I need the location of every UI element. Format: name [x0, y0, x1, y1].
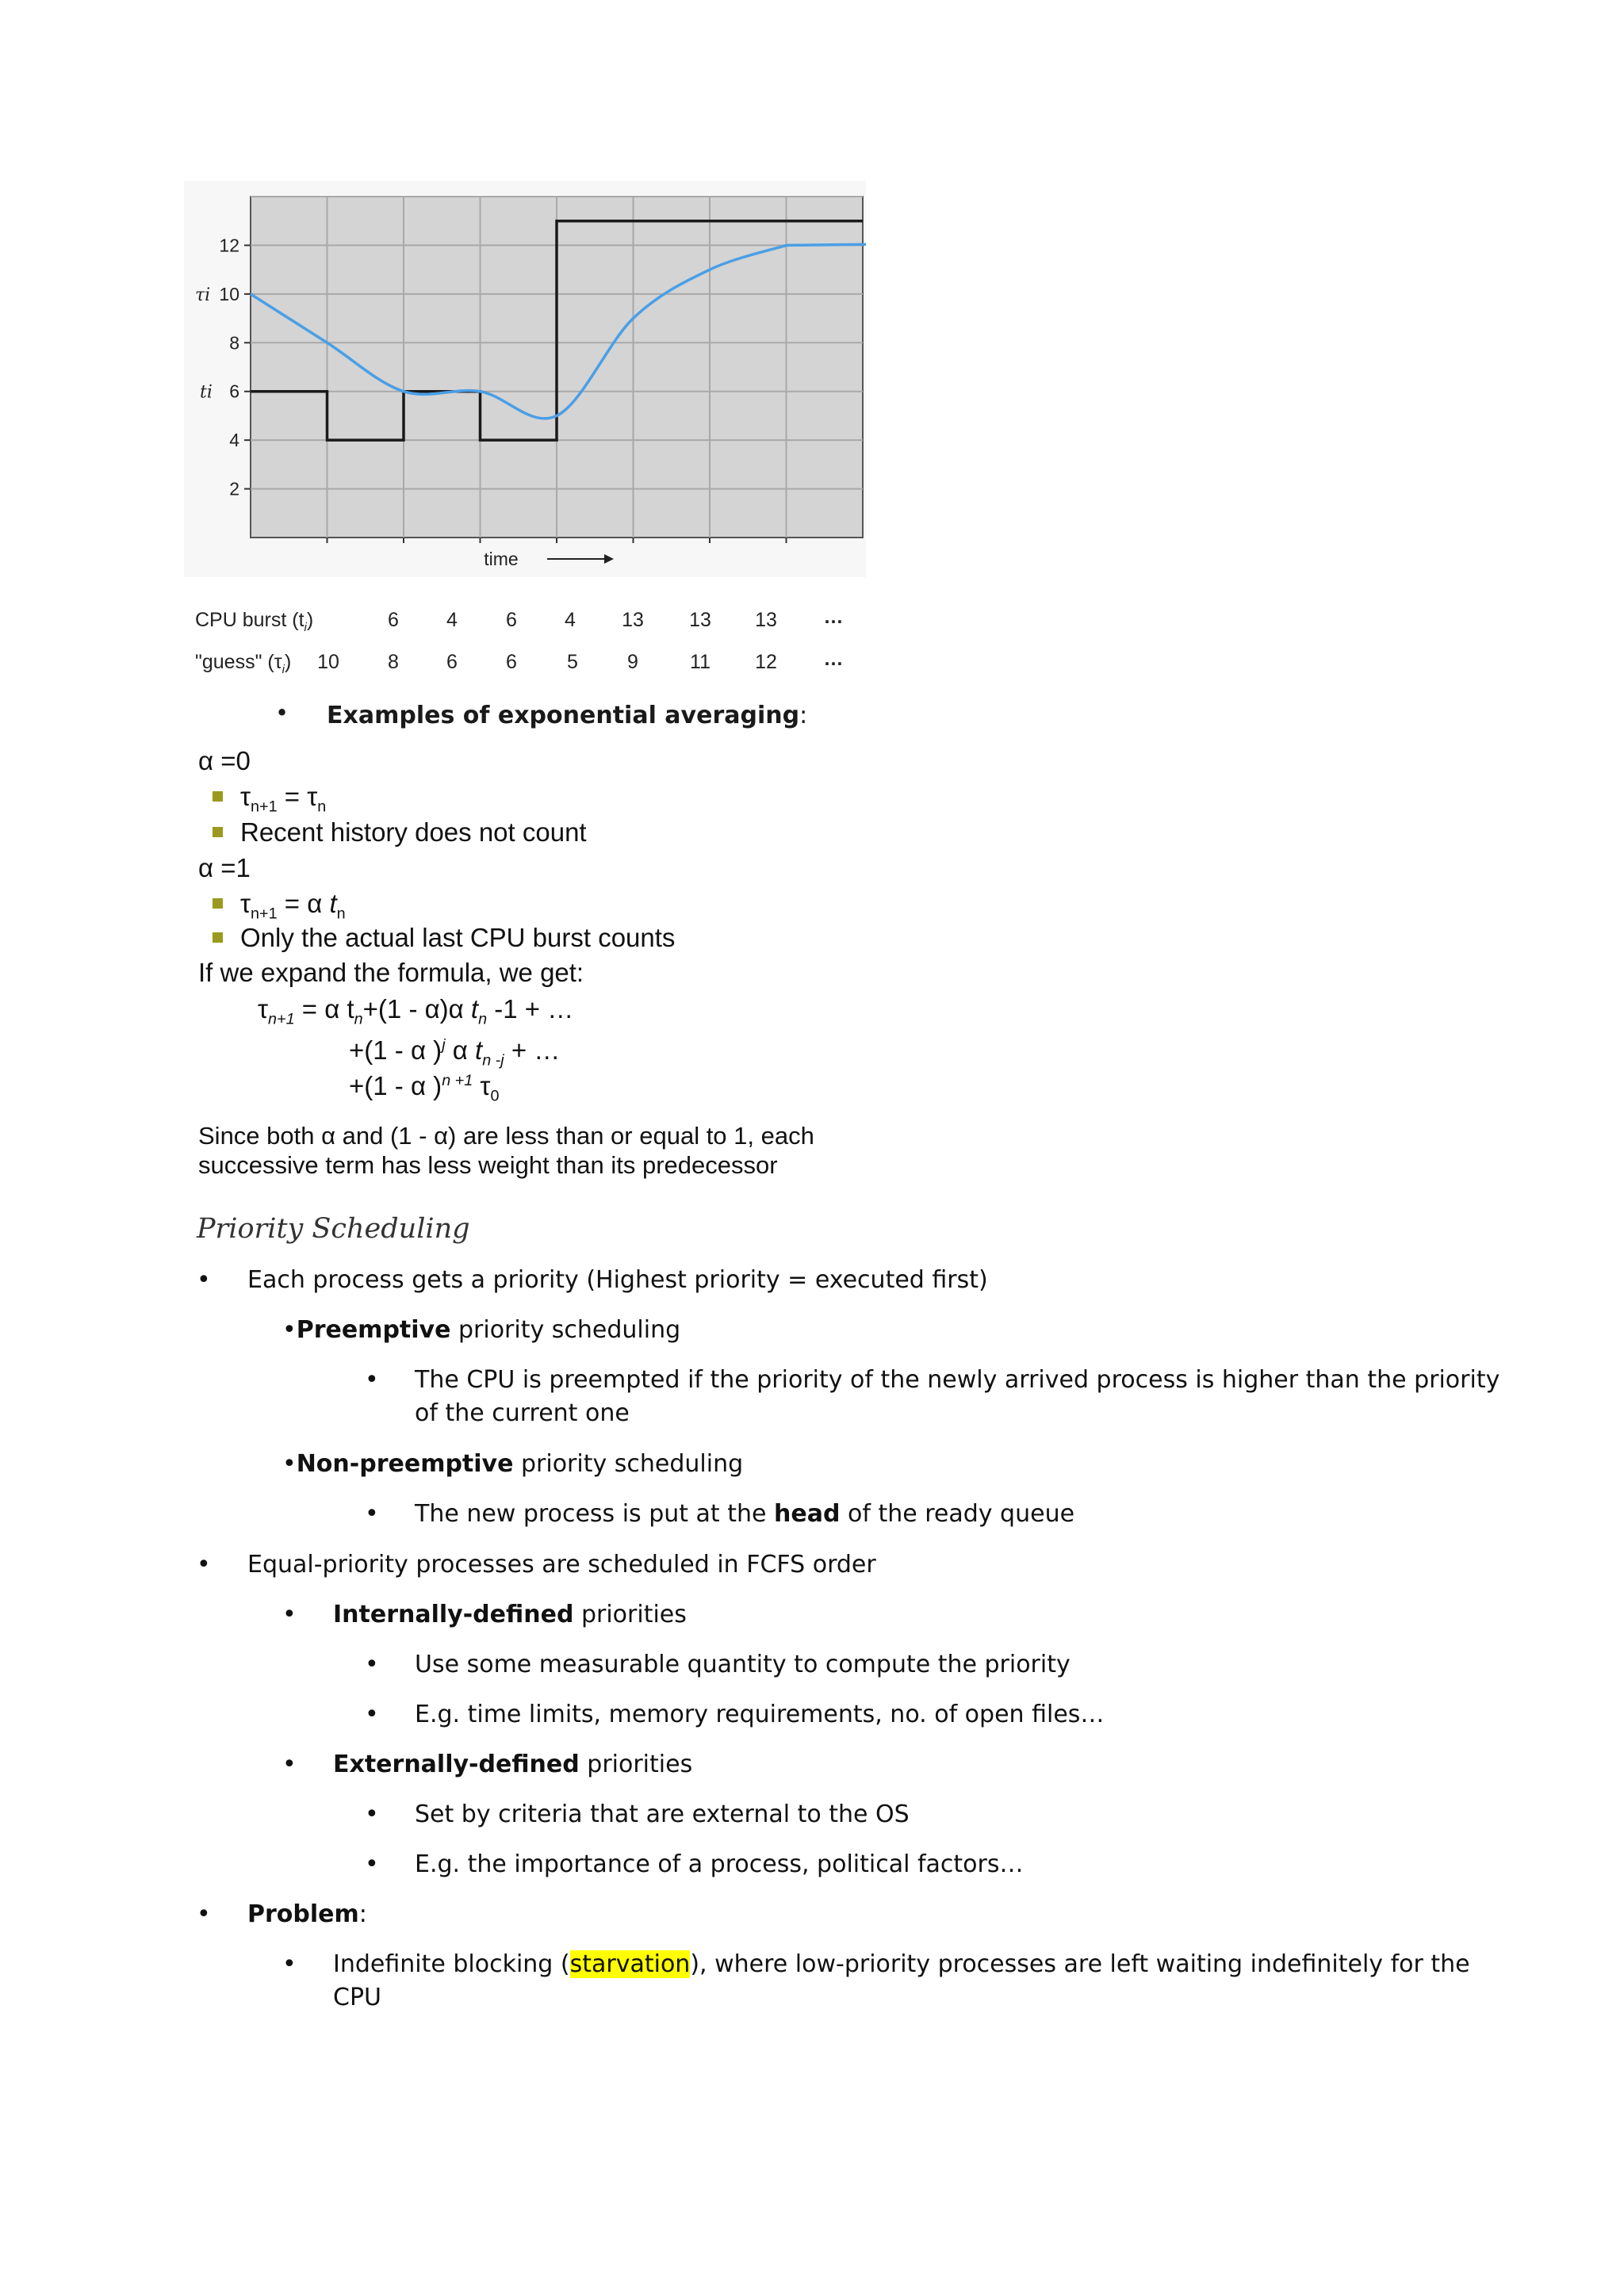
guess-value-cell: 12	[755, 651, 777, 673]
bullet-icon: •	[197, 1900, 211, 1928]
y-tick-label: 4	[229, 430, 239, 451]
guess-value-cell: 8	[388, 651, 399, 673]
y-label-tau: τi	[195, 285, 211, 305]
bullet-icon: •	[365, 1701, 379, 1728]
bullet-equal-priority: Equal-priority processes are scheduled in FCFS order	[247, 1551, 876, 1578]
bullet-icon: •	[365, 1651, 379, 1678]
examples-title: Examples of exponential averaging:	[327, 702, 808, 729]
bullet-icon: •	[365, 1850, 379, 1878]
bullet-icon: •	[282, 1950, 297, 1978]
guess-row-label: "guess" $(\tau_i)$	[195, 651, 292, 676]
bullet-icon: •	[197, 1551, 211, 1578]
chart-svg	[184, 181, 866, 577]
square-bullet-icon	[213, 827, 223, 837]
internal-detail-1: Use some measurable quantity to compute the priority	[415, 1651, 1071, 1678]
highlight-starvation: starvation	[569, 1950, 691, 1978]
section-heading: Priority Scheduling	[197, 1213, 470, 1245]
alpha-zero-note: Recent history does not count	[213, 817, 587, 848]
alpha-zero-equation: $\tau_{n+1} = \tau_n$	[213, 781, 326, 823]
guess-value-cell: 5	[567, 651, 578, 673]
y-tick-label: 6	[229, 381, 239, 402]
expand-text: If we expand the formula, we get:	[198, 958, 584, 987]
bullet-icon: •	[365, 1366, 379, 1394]
burst-value-cell: 4	[446, 609, 458, 631]
bullet-preemptive: •Preemptive priority scheduling	[282, 1316, 681, 1344]
guess-value-cell: 11	[690, 651, 710, 673]
guess-value-cell: 9	[627, 651, 638, 673]
problem-detail-2: CPU	[333, 1984, 381, 2011]
alpha-zero: α =0	[198, 746, 251, 775]
formula-line-1: $\tau_{n+1} = \alpha$ $t_n+(1 - \alpha)\alpha$ $t_n$ -1 + …	[258, 994, 574, 1028]
burst-value-cell: 13	[689, 609, 711, 631]
bullet-icon: •	[282, 1601, 297, 1628]
alpha-one-equation: $\tau_{n+1} = \alpha$ $t_n$	[213, 888, 346, 930]
bullet-icon: •	[365, 1800, 379, 1828]
guess-value-cell: …	[823, 648, 845, 670]
burst-value-cell: 6	[388, 609, 399, 631]
formula-line-2: +(1 - α )$^j$ α $t_{n -j}$ + …	[349, 1035, 561, 1070]
y-label-t: ti	[200, 382, 213, 403]
preemptive-detail-2: of the current one	[415, 1399, 630, 1427]
bullet-internal: Internally-defined priorities	[333, 1601, 687, 1628]
formula-line-3: +(1 - α )$^{n +1}$ $\tau_0$	[349, 1071, 500, 1105]
since-line-1: Since both α and (1 - α) are less than or equal to 1, each	[198, 1122, 814, 1150]
y-tick-label: 12	[219, 235, 239, 256]
square-bullet-icon	[213, 932, 223, 943]
square-bullet-icon	[213, 791, 223, 802]
bullet-icon: •	[365, 1500, 379, 1528]
bullet-icon: •	[197, 1266, 211, 1294]
x-axis-label: time	[484, 549, 519, 569]
preemptive-detail-1: The CPU is preempted if the priority of the newly arrived process is higher than the priority	[415, 1366, 1500, 1394]
burst-value-cell: 13	[622, 609, 644, 631]
since-line-2: successive term has less weight than its predecessor	[198, 1151, 778, 1179]
non-preemptive-detail: The new process is put at the head of the ready queue	[415, 1500, 1075, 1528]
burst-value-cell: 4	[565, 609, 576, 631]
internal-detail-2: E.g. time limits, memory requirements, no. of open files…	[415, 1701, 1105, 1728]
square-bullet-icon	[213, 898, 223, 909]
bullet-non-preemptive: •Non-preemptive priority scheduling	[282, 1450, 744, 1478]
bullet-problem: Problem:	[247, 1900, 367, 1928]
bullet-priority: Each process gets a priority (Highest priority = executed first)	[247, 1266, 988, 1294]
y-tick-label: 8	[229, 332, 239, 354]
examples-bullet: •	[275, 699, 289, 726]
burst-value-cell: 6	[506, 609, 517, 631]
burst-row-label: CPU burst $(t_i)$	[195, 609, 314, 634]
guess-value-cell: 6	[446, 651, 458, 673]
alpha-one: α =1	[198, 853, 251, 882]
problem-detail-1: Indefinite blocking (starvation), where low-priority processes are left waiting indefinitely for the	[333, 1950, 1470, 1978]
external-detail-2: E.g. the importance of a process, political factors…	[415, 1850, 1024, 1878]
alpha-one-note: Only the actual last CPU burst counts	[213, 922, 675, 954]
y-tick-label: 2	[229, 478, 239, 499]
external-detail-1: Set by criteria that are external to the OS	[415, 1800, 910, 1828]
bullet-icon: •	[282, 1751, 297, 1778]
burst-value-cell: …	[823, 606, 845, 628]
guess-value-cell: 10	[317, 651, 339, 673]
burst-value-cell: 13	[755, 609, 777, 631]
y-tick-label: 10	[219, 283, 239, 304]
bullet-external: Externally-defined priorities	[333, 1751, 693, 1778]
guess-value-cell: 6	[506, 651, 517, 673]
